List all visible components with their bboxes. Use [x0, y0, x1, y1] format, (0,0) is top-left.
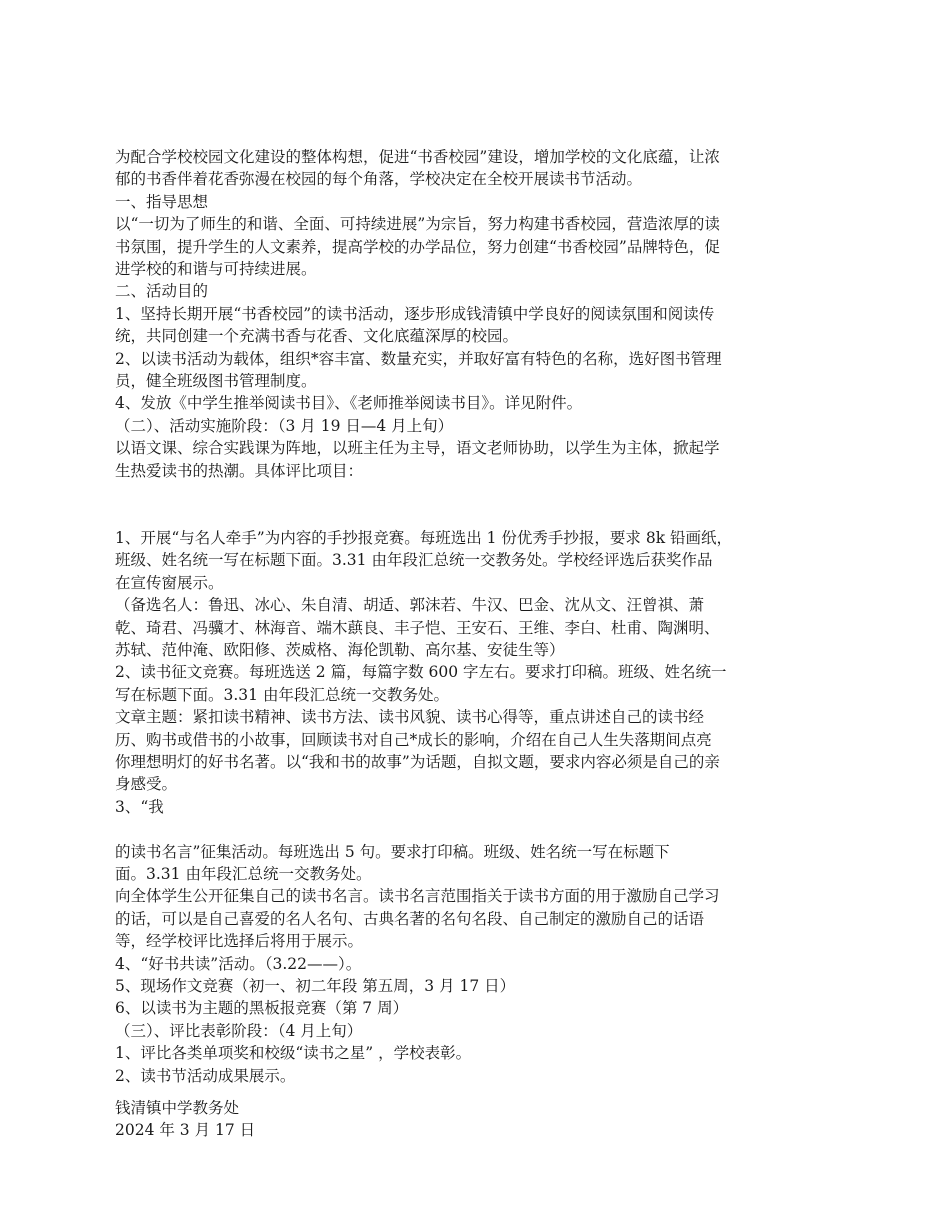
text-line: 1、坚持长期开展“书香校园”的读书活动，逐步形成钱清镇中学良好的阅读氛围和阅读传 — [115, 304, 715, 323]
text-line: 苏轼、范仲淹、欧阳修、茨威格、海伦凯勒、高尔基、安徒生等） — [115, 640, 565, 659]
text-line: 2、读书征文竞赛。每班选送 2 篇，每篇字数 600 字左右。要求打印稿。班级、姓名统一 — [115, 663, 727, 682]
text-line: （备选名人：鲁迅、冰心、朱自清、胡适、郭沫若、牛汉、巴金、沈从文、汪曾祺、萧 — [115, 596, 705, 615]
text-line: 3、“我 — [115, 797, 164, 816]
signature-block — [115, 1097, 845, 1142]
phase-heading-awards: （三）、评比表彰阶段：（4 月上旬） — [115, 1021, 363, 1040]
text-line: 的话，可以是自己喜爱的名人名句、古典名著的名句名段、自己制定的激励自己的话语 — [115, 909, 705, 928]
text-line: 向全体学生公开征集自己的读书名言。读书名言范围指关于读书方面的用于激励自己学习 — [115, 887, 720, 906]
text-line: 统，共同创建一个充满书香与花香、文化底蕴深厚的校园。 — [115, 327, 519, 346]
text-line: 1、评比各类单项奖和校级“读书之星” ，学校表彰。 — [115, 1044, 472, 1063]
competition-items-part-a — [115, 527, 845, 818]
guiding-ideology-paragraph — [115, 213, 845, 280]
document-page — [115, 146, 845, 1142]
text-line: 员，健全班级图书管理制度。 — [115, 372, 317, 391]
competition-items-part-b — [115, 841, 845, 1020]
text-line: 生热爱读书的热潮。具体评比项目： — [115, 461, 364, 480]
text-line: 乾、琦君、冯骥才、林海音、端木蕻良、丰子恺、王安石、王维、李白、杜甫、陶渊明、 — [115, 618, 720, 637]
blank-gap — [115, 482, 845, 527]
section-heading-guiding-ideology: 一、指导思想 — [115, 192, 209, 211]
text-line: 等，经学校评比选择后将用于展示。 — [115, 932, 364, 951]
section-heading-activity-purpose: 二、活动目的 — [115, 282, 209, 301]
signature-org: 钱清镇中学教务处 — [115, 1099, 240, 1118]
blank-gap — [115, 818, 845, 840]
text-line: 2、以读书活动为载体，组织*容丰富、数量充实，并取好富有特色的名称，选好图书管理 — [115, 349, 722, 368]
text-line: 郁的书香伴着花香弥漫在校园的每个角落，学校决定在全校开展读书节活动。 — [115, 170, 643, 189]
text-line: 6、以读书为主题的黑板报竞赛（第 7 周） — [115, 999, 409, 1018]
text-line: 面。3.31 由年段汇总统一交教务处。 — [115, 864, 372, 883]
blank-gap — [115, 1087, 845, 1097]
text-line: 2、读书节活动成果展示。 — [115, 1066, 296, 1085]
text-line: 文章主题：紧扣读书精神、读书方法、读书风貌、读书心得等，重点讲述自己的读书经 — [115, 708, 705, 727]
text-line: 5、现场作文竞赛（初一、初二年段 第五周，3 月 17 日） — [115, 977, 516, 995]
signature-date: 2024 年 3 月 17 日 — [115, 1121, 256, 1140]
intro-paragraph — [115, 146, 845, 191]
text-line: 你理想明灯的好书名著。以“我和书的故事”为话题，自拟文题，要求内容必须是自己的亲 — [115, 752, 720, 771]
activity-purpose-paragraph — [115, 303, 845, 415]
implementation-paragraph — [115, 437, 845, 482]
text-line: 班级、姓名统一写在标题下面。3.31 由年段汇总统一交教务处。学校经评选后获奖作品 — [115, 551, 713, 570]
text-line: 进学校的和谐与可持续进展。 — [115, 260, 317, 279]
awards-paragraph — [115, 1042, 845, 1087]
text-line: 写在标题下面。3.31 由年段汇总统一交教务处。 — [115, 685, 449, 704]
text-line: 为配合学校校园文化建设的整体构想，促进“书香校园”建设，增加学校的文化底蕴，让浓 — [115, 148, 720, 166]
text-line: 的读书名言”征集活动。每班选出 5 句。要求打印稿。班级、姓名统一写在标题下 — [115, 842, 670, 861]
text-line: 身感受。 — [115, 775, 178, 794]
text-line: 在宣传窗展示。 — [115, 573, 224, 592]
text-line: 4、“好书共读”活动。（3.22——）。 — [115, 954, 362, 973]
text-line: 历、购书或借书的小故事，回顾读书对自己*成长的影响，介绍在自己人生失落期间点亮 — [115, 730, 712, 749]
text-line: 以“一切为了师生的和谐、全面、可持续进展”为宗旨，努力构建书香校园，营造浓厚的读 — [115, 215, 720, 234]
text-line: 4、发放《中学生推举阅读书目》、《老师推举阅读书目》。详见附件。 — [115, 394, 583, 413]
text-line: 1、开展“与名人牵手”为内容的手抄报竞赛。每班选出 1 份优秀手抄报，要求 8k 铅画纸， — [115, 528, 733, 547]
phase-heading-implementation: （二）、活动实施阶段：（3 月 19 日—4 月上旬） — [115, 416, 454, 435]
text-line: 以语文课、综合实践课为阵地，以班主任为主导，语文老师协助，以学生为主体，掀起学 — [115, 439, 720, 458]
text-line: 书氛围，提升学生的人文素养，提高学校的办学品位，努力创建“书香校园”品牌特色，促 — [115, 237, 720, 256]
